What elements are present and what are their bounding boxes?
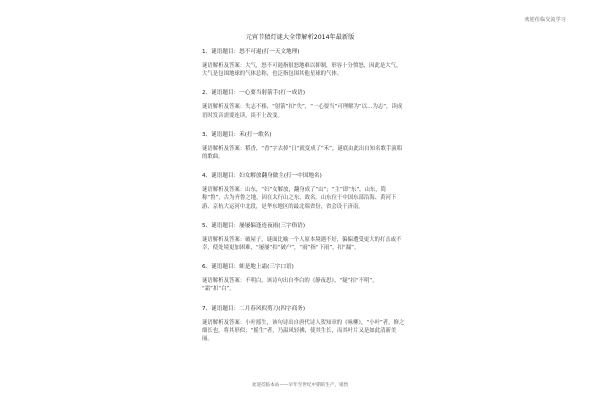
riddle-answer: 谜语解析及答案：山东，“妇”女解放，翻身成了“山”；“主”即“东”，山东，简称“鲁”，古为齐鲁之地，因在太行山之东，故名。山东位于中国东部沿海、黄河下游、京杭大运河中北段，是华东地区的最北端省份，省会设于济南。 bbox=[202, 187, 397, 210]
riddle-question: 5、谜语题目：屡屡偏逢连夜雨(三字俗语) bbox=[202, 222, 306, 229]
document-title: 元宵节猜灯谜大全带解析2014年最新版 bbox=[245, 34, 355, 41]
riddle-item bbox=[202, 305, 407, 344]
riddle-answer: 谜语解析及答案：不明白，该诗句出自李白的《静夜思》，“疑”扣“不明”， “霜”扣“白”。 bbox=[202, 278, 378, 293]
riddle-list bbox=[202, 48, 407, 354]
riddle-item bbox=[202, 222, 407, 252]
riddle-question: 7、谜语题目：二月春风似剪刀(四字商务) bbox=[202, 305, 306, 312]
riddle-answer: 谜语解析及答案：大气，怒不可遏指很怒地难以抑制，形容十分愤怒，因此是大气。 大气是包围地球的气体总称，也泛指包围其他星球的气体。 bbox=[202, 63, 402, 78]
header-label: 欢迎莅临交流学习 bbox=[524, 17, 566, 23]
riddle-question: 2、谜语题目：一心要当射箭手(打一成语) bbox=[202, 90, 306, 97]
riddle-question: 4、谜语题目：妇女解放翻身做主(打一中国地名) bbox=[202, 173, 322, 180]
riddle-answer: 谜语解析及答案：小叶摇生，该句诗出自唐代诗人贺知章的《咏柳》，“小叶”者，修之细长也，将其形似；“摇生”者，乃温风轻拂，使其生长，而其叶片又是如此清新美丽。 bbox=[202, 319, 405, 343]
riddle-item bbox=[202, 89, 407, 119]
footer-text: 欢迎莅临本站——早年至世纪中期的生产，销售 bbox=[251, 383, 349, 388]
riddle-answer: 谜语解析及答案：破屋子，谜面比喻一个人原本境遇不好，偏偏遭受更大的打击或不幸，使处境更加困难，“屡屡”扣“破户”，“雨”指“下雨”，扣“漏”。 bbox=[202, 236, 402, 252]
riddle-item bbox=[202, 263, 407, 293]
riddle-item bbox=[202, 48, 407, 78]
riddle-question: 1、谜语题目：怒不可遏(打一天文地理) bbox=[202, 49, 300, 55]
riddle-answer: 谜语解析及答案：失志不移，“射箭”扣“失”，“一心要当”可理解为“以…为志”，读成语时发音需要连读，谈不上改变。 bbox=[202, 104, 403, 119]
riddle-item bbox=[202, 172, 407, 211]
riddle-answer: 谜语解析及答案：稻香，“香”字去掉“日”就变成了“禾”，谜底由此出自知名歌手演唱的歌曲。 bbox=[202, 145, 403, 161]
riddle-item bbox=[202, 131, 407, 161]
riddle-question: 3、谜语题目：禾(打一歌名) bbox=[202, 131, 272, 138]
riddle-question: 6、谜语题目：蛙是地上霜(三字口语) bbox=[202, 264, 294, 271]
